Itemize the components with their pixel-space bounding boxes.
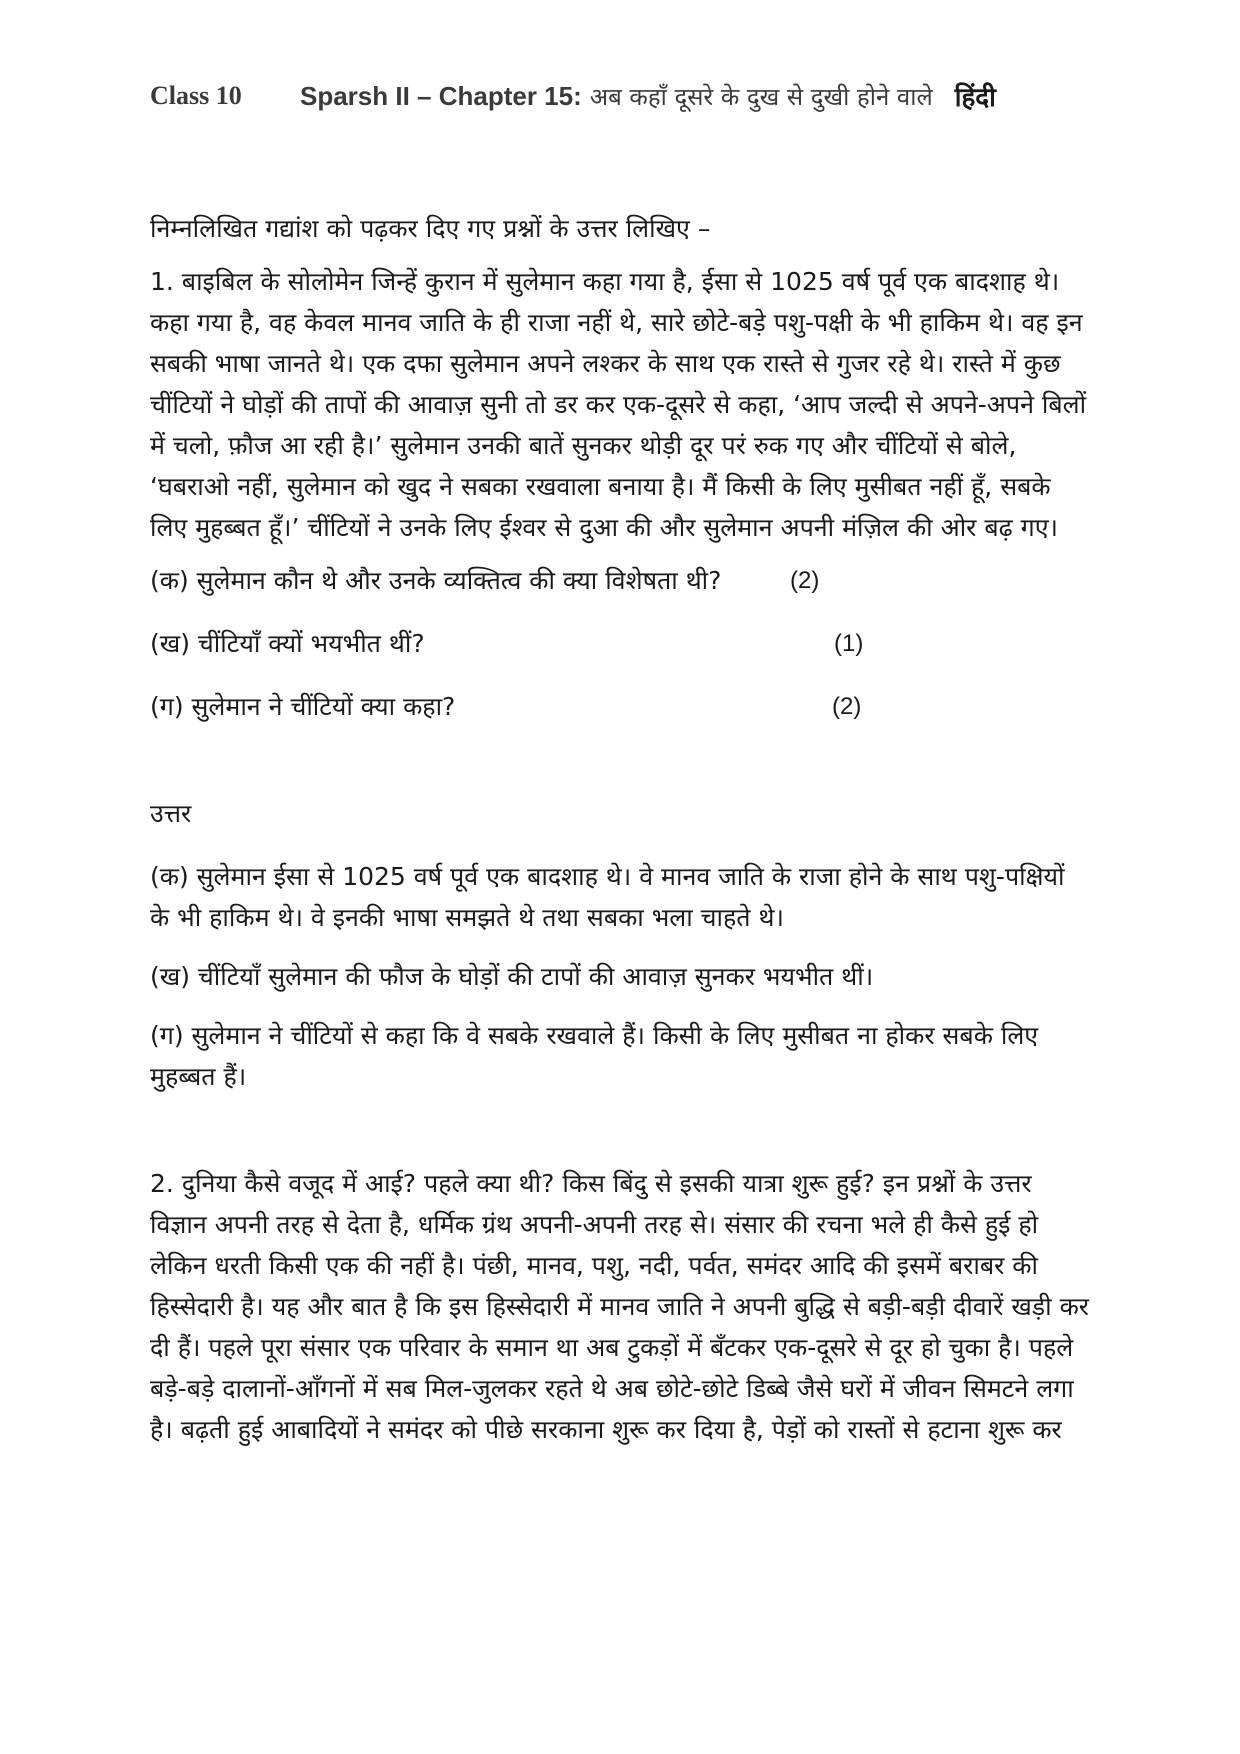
chapter-label: Sparsh II – Chapter 15: xyxy=(300,80,582,111)
question-text: (ख) चींटियाँ क्यों भयभीत थीं? xyxy=(150,629,425,658)
question-marks: (1) xyxy=(834,630,864,657)
answer-kha: (ख) चींटियाँ सुलेमान की फौज के घोड़ों की टापों की आवाज़ सुनकर भयभीत थीं। xyxy=(150,962,874,991)
subject-label: हिंदी xyxy=(954,83,996,113)
question-kha xyxy=(150,623,1090,664)
passage-1: 1. बाइबिल के सोलोमेन जिन्हें कुरान में सुलेमान कहा गया है, ईसा से 1025 वर्ष पूर्व एक बादशाह थे। कहा गया है, वह केवल मानव जाति के ही राजा नहीं थे, सारे छोटे-बड़े पशु-पक्षी के भी हाकिम थे। वह इन सबकी भाषा जानते थे। एक दफा सुलेमान अपने लश्कर के साथ एक रास्ते से गुजर रहे थे। रास्ते में कुछ चींटियों ने घोड़ों की तापों की आवाज़ सुनी तो डर कर एक-दूसरे से कहा, ‘आप जल्दी से अपने-अपने बिलों में चलो, फ़ौज आ रही है।’ सुलेमान उनकी बातें सुनकर थोड़ी दूर परं रुक गए और चींटियों से बोले, ‘घबराओ नहीं, सुलेमान को खुद ने सबका रखवाला बनाया है। मैं किसी के लिए मुसीबत नहीं हूँ, सबके लिए मुहब्बत हूँ।’ चींटियों ने उनके लिए ईश्वर से दुआ की और सुलेमान अपनी मंज़िल की ओर बढ़ गए। xyxy=(150,267,1087,542)
question-marks: (2) xyxy=(790,567,820,594)
answer-ga: (ग) सुलेमान ने चींटियों से कहा कि वे सबके रखवाले हैं। किसी के लिए मुसीबत ना होकर सबके लिए मुहब्बत हैं। xyxy=(150,1021,1039,1091)
page-content xyxy=(150,208,1090,1450)
class-label: Class 10 xyxy=(150,81,242,110)
question-ka xyxy=(150,560,1090,601)
question-ga xyxy=(150,686,1090,727)
chapter-title-hindi: अब कहाँ दूसरे के दुख से दुखी होने वाले xyxy=(589,82,933,111)
passage-2: 2. दुनिया कैसे वजूद में आई? पहले क्या थी? किस बिंदु से इसकी यात्रा शुरू हुई? इन प्रश्नों के उत्तर विज्ञान अपनी तरह से देता है, धर्मिक ग्रंथ अपनी-अपनी तरह से। संसार की रचना भले ही कैसे हुई हो लेकिन धरती किसी एक की नहीं है। पंछी, मानव, पशु, नदी, पर्वत, समंदर आदि की इसमें बराबर की हिस्सेदारी है। यह और बात है कि इस हिस्सेदारी में मानव जाति ने अपनी बुद्धि से बड़ी-बड़ी दीवारें खड़ी कर दी हैं। पहले पूरा संसार एक परिवार के समान था अब टुकड़ों में बँटकर एक-दूसरे से दूर हो चुका है। पहले बड़े-बड़े दालानों-आँगनों में सब मिल-जुलकर रहते थे अब छोटे-छोटे डिब्बे जैसे घरों में जीवन सिमटने लगा है। बढ़ती हुई आबादियों ने समंदर को पीछे सरकाना शुरू कर दिया है, पेड़ों को रास्तों से हटाना शुरू कर xyxy=(150,1169,1089,1444)
question-text: (क) सुलेमान कौन थे और उनके व्यक्तित्व की क्या विशेषता थी? xyxy=(150,566,722,595)
answer-heading: उत्तर xyxy=(150,799,192,828)
question-marks: (2) xyxy=(832,693,862,720)
question-text: (ग) सुलेमान ने चींटियों क्या कहा? xyxy=(150,692,456,721)
instruction-text: निम्नलिखित गद्यांश को पढ़कर दिए गए प्रश्नों के उत्तर लिखिए – xyxy=(150,214,711,243)
answer-ka: (क) सुलेमान ईसा से 1025 वर्ष पूर्व एक बादशाह थे। वे मानव जाति के राजा होने के साथ पशु-पक्षियों के भी हाकिम थे। वे इनकी भाषा समझते थे तथा सबका भला चाहते थे। xyxy=(150,862,1065,932)
page-header xyxy=(150,74,1090,118)
